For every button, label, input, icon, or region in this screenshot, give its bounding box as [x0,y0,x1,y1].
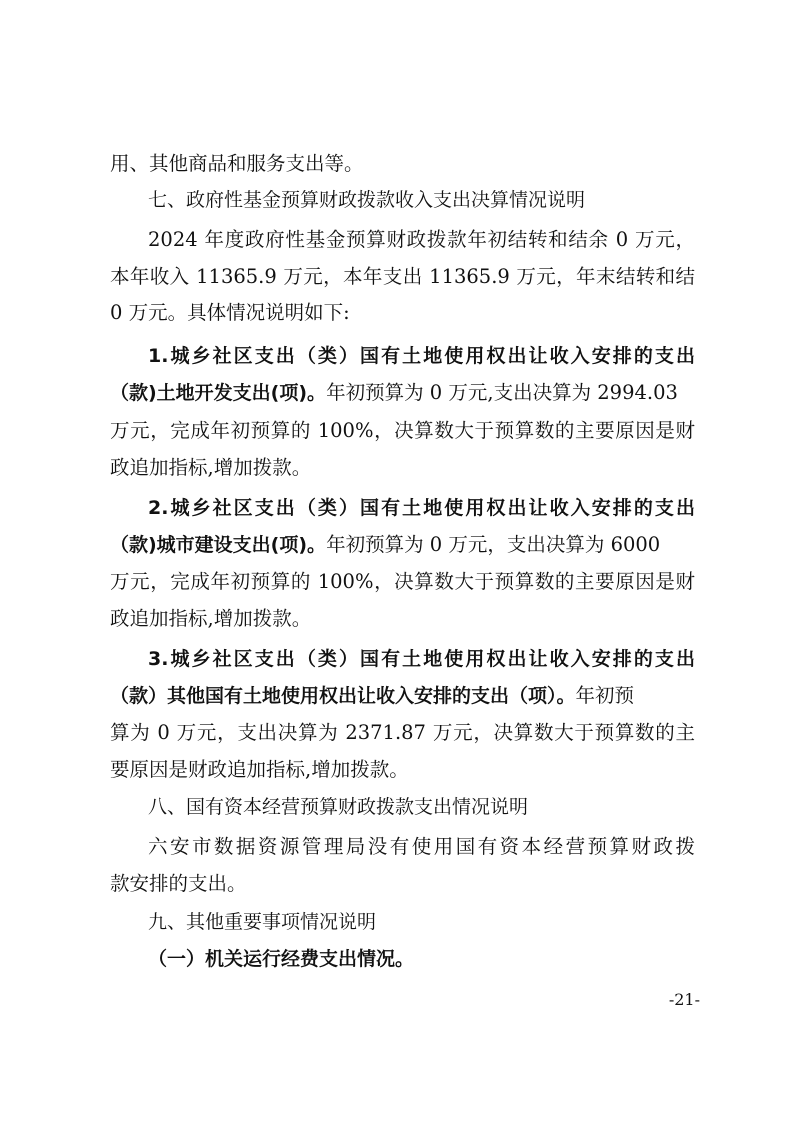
item-1-title-line-2: （款)土地开发支出(项)。 [110,382,327,404]
item-2-title-line-1: 2.城乡社区支出（类）国有土地使用权出让收入安排的支出 [148,497,695,519]
item-3-line-2 [110,681,695,711]
item-3-line-4: 要原因是财政追加指标,增加拨款。 [110,758,409,781]
item-2-title-line-2: （款)城市建设支出(项)。 [110,534,327,556]
section-9-heading: 九、其他重要事项情况说明 [148,911,377,933]
section-7-paragraph-line-3: 0 万元。具体情况说明如下: [110,301,350,324]
item-1-line-3: 万元，完成年初预算的 100%，决算数大于预算数的主要原因是财 [110,419,695,442]
section-8-heading: 八、国有资本经营预算财政拨款支出情况说明 [148,796,529,818]
item-1-budget-text: 年初预算为 0 万元,支出决算为 2994.03 [326,381,678,404]
item-1-line-4: 政追加指标,增加拨款。 [110,456,312,479]
section-9-subheading: （一）机关运行经费支出情况。 [148,948,415,970]
item-2-line-3: 万元，完成年初预算的 100%，决算数大于预算数的主要原因是财 [110,570,695,593]
item-3-budget-text: 年初预 [575,684,635,707]
item-1-title-line-1: 1.城乡社区支出（类）国有土地使用权出让收入安排的支出 [148,345,695,367]
item-2-line-2 [110,530,695,560]
item-3-title-line-1: 3.城乡社区支出（类）国有土地使用权出让收入安排的支出 [148,648,695,670]
item-3-title-line-2: （款）其他国有土地使用权出让收入安排的支出（项）。 [110,685,576,707]
section-8-paragraph-line-1: 六安市数据资源管理局没有使用国有资本经营预算财政拨 [148,835,695,858]
item-3-line-3: 算为 0 万元，支出决算为 2371.87 万元，决算数大于预算数的主 [110,721,695,744]
item-2-budget-text: 年初预算为 0 万元，支出决算为 6000 [326,533,661,556]
section-7-heading: 七、政府性基金预算财政拨款收入支出决算情况说明 [148,189,586,211]
section-7-paragraph-line-1: 2024 年度政府性基金预算财政拨款年初结转和结余 0 万元， [148,228,695,251]
page-number: -21- [668,990,700,1009]
item-2-line-4: 政追加指标,增加拨款。 [110,607,312,630]
section-7-paragraph-line-2: 本年收入 11365.9 万元，本年支出 11365.9 万元，年末结转和结 [110,265,695,288]
continued-text-line: 用、其他商品和服务支出等。 [110,152,364,175]
section-8-paragraph-line-2: 款安排的支出。 [110,872,247,895]
item-1-line-2 [110,378,695,408]
